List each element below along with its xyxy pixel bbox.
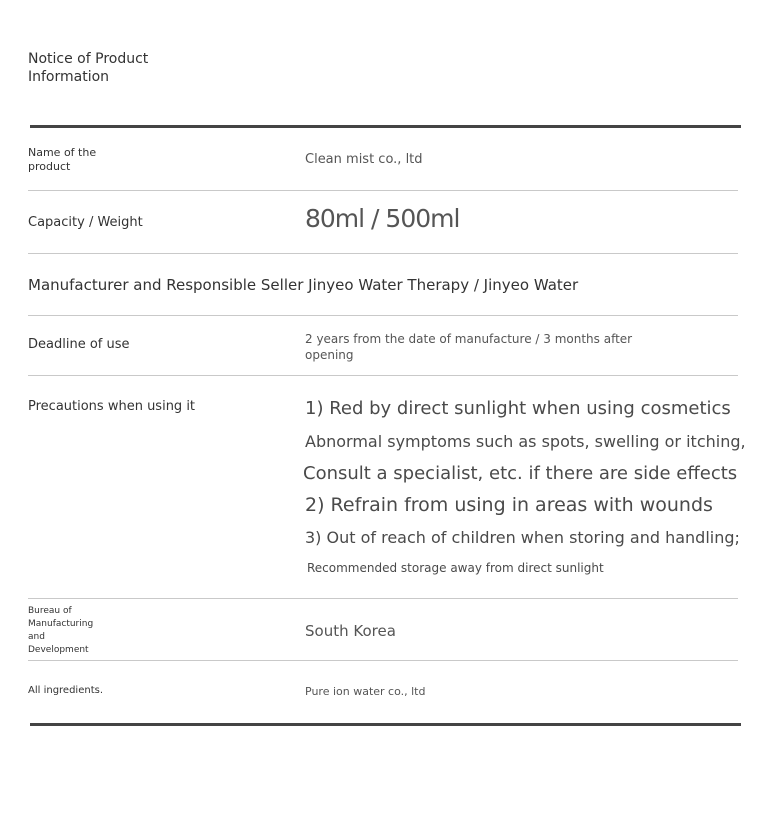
label-precautions: Precautions when using it bbox=[28, 399, 196, 414]
label-manufacturer: Manufacturer and Responsible Seller bbox=[28, 276, 304, 294]
row-divider bbox=[28, 375, 738, 376]
precaution-line: Abnormal symptoms such as spots, swelling or itching, bbox=[305, 432, 746, 451]
manufacturer-row bbox=[28, 276, 578, 294]
page-title: Notice of Product Information bbox=[28, 51, 149, 85]
precaution-line: 3) Out of reach of children when storing and handling; bbox=[305, 528, 740, 547]
value-country: South Korea bbox=[305, 622, 396, 640]
precaution-line: Consult a specialist, etc. if there are side effects bbox=[303, 463, 738, 484]
label-ingredients: All ingredients. bbox=[28, 685, 104, 696]
label-capacity: Capacity / Weight bbox=[28, 215, 143, 230]
value-deadline: 2 years from the date of manufacture / 3 months after opening bbox=[305, 332, 633, 362]
precaution-line: 2) Refrain from using in areas with wounds bbox=[305, 494, 713, 516]
row-divider bbox=[28, 315, 738, 316]
top-divider bbox=[30, 125, 741, 128]
value-capacity: 80ml / 500ml bbox=[305, 204, 460, 233]
row-divider bbox=[28, 190, 738, 191]
row-divider bbox=[28, 598, 738, 599]
value-product-name: Clean mist co., ltd bbox=[305, 152, 423, 167]
label-bureau: Bureau of Manufacturing and Development bbox=[28, 606, 94, 655]
label-product-name: Name of the product bbox=[28, 146, 97, 173]
row-divider bbox=[28, 253, 738, 254]
value-manufacturer: Jinyeo Water Therapy / Jinyeo Water bbox=[308, 276, 579, 294]
bottom-divider bbox=[30, 723, 741, 726]
precaution-line: 1) Red by direct sunlight when using cosmetics bbox=[305, 398, 731, 419]
value-ingredients: Pure ion water co., ltd bbox=[305, 685, 426, 698]
precaution-line: Recommended storage away from direct sunlight bbox=[307, 561, 604, 575]
label-deadline: Deadline of use bbox=[28, 337, 130, 352]
row-divider bbox=[28, 660, 738, 661]
